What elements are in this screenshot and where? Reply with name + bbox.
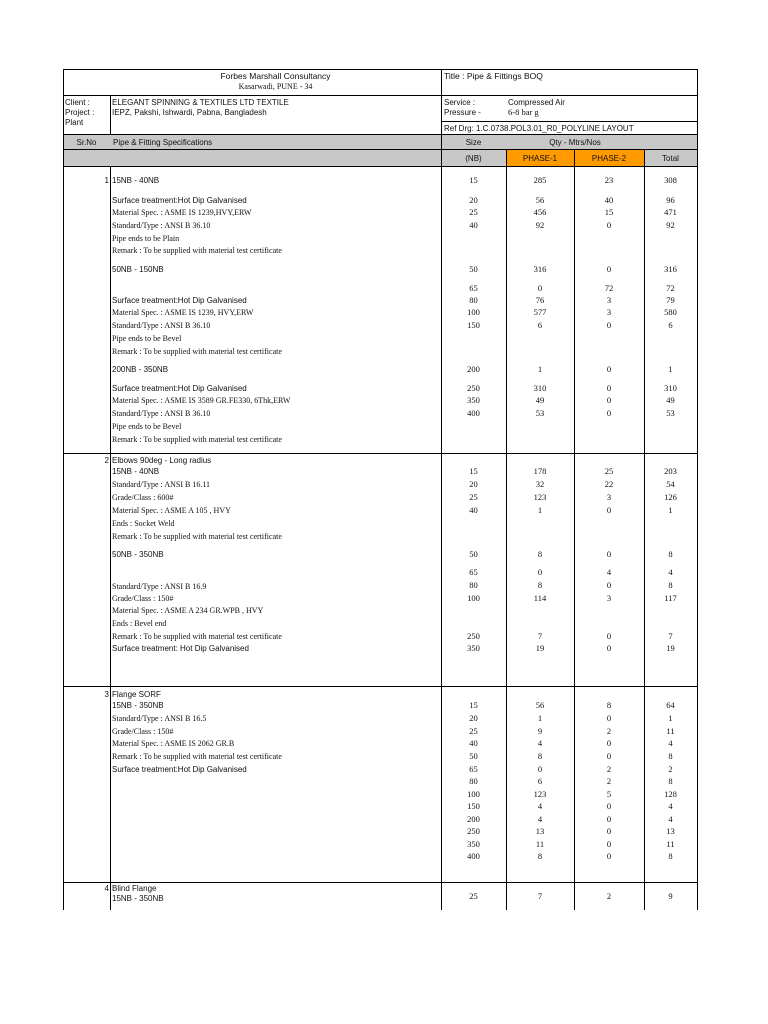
spec-line: Remark : To be supplied with material test certificate xyxy=(112,532,282,541)
size-cell: 20 xyxy=(469,479,478,489)
phase2-cell: 0 xyxy=(606,580,612,590)
size-cell: 15 xyxy=(469,700,478,710)
phase1-cell: 8 xyxy=(537,580,543,590)
col-line xyxy=(110,95,111,910)
total-cell: 19 xyxy=(666,643,675,653)
phase1-cell: 178 xyxy=(533,466,547,476)
total-cell: 72 xyxy=(666,283,675,293)
spec-line: Material Spec. : ASME IS 1239,HVY,ERW xyxy=(112,208,252,217)
phase1-cell: 0 xyxy=(537,764,543,774)
phase2-cell: 0 xyxy=(606,814,612,824)
phase2-cell: 0 xyxy=(606,364,612,374)
total-cell: 7 xyxy=(668,631,673,641)
size-cell: 80 xyxy=(469,580,478,590)
size-cell: 150 xyxy=(467,320,480,330)
phase1-cell: 1 xyxy=(537,713,543,723)
total-cell: 8 xyxy=(668,549,673,559)
table-border-top xyxy=(63,69,697,70)
phase1-cell: 1 xyxy=(537,364,543,374)
col-header-qty: Qty - Mtrs/Nos xyxy=(549,138,601,147)
phase2-cell: 22 xyxy=(604,479,614,489)
spec-line: 15NB - 40NB xyxy=(112,467,160,476)
col-line xyxy=(63,69,64,910)
size-cell: 40 xyxy=(469,738,478,748)
spec-line: Surface treatment: Hot Dip Galvanised xyxy=(112,644,249,653)
section-title: 200NB - 350NB xyxy=(112,365,169,374)
size-cell: 25 xyxy=(469,726,478,736)
phase2-cell: 2 xyxy=(606,776,612,786)
total-cell: 4 xyxy=(668,801,673,811)
phase1-cell: 316 xyxy=(533,264,547,274)
spec-line: Grade/Class : 150# xyxy=(112,727,174,736)
section-divider xyxy=(63,453,697,454)
project-label: Project : xyxy=(65,108,95,117)
phase1-cell: 8 xyxy=(537,851,543,861)
col-header-spec: Pipe & Fitting Specifications xyxy=(113,138,213,147)
pressure-label: Pressure - xyxy=(444,108,481,117)
phase1-cell: 123 xyxy=(533,492,547,502)
size-cell: 80 xyxy=(469,776,478,786)
size-cell: 400 xyxy=(467,408,480,418)
phase2-cell: 0 xyxy=(606,505,612,515)
total-cell: 92 xyxy=(666,220,675,230)
size-cell: 250 xyxy=(467,631,480,641)
phase1-cell: 4 xyxy=(537,814,543,824)
phase1-cell: 8 xyxy=(537,751,543,761)
spec-line: Material Spec. : ASME A 234 GR.WPB , HVY xyxy=(112,606,264,615)
size-cell: 200 xyxy=(467,364,480,374)
plant-label: Plant xyxy=(65,118,84,127)
total-cell: 310 xyxy=(664,383,677,393)
phase2-cell: 0 xyxy=(606,713,612,723)
total-cell: 471 xyxy=(664,207,677,217)
section-number: 3 xyxy=(104,690,109,699)
col-header-srno: Sr.No xyxy=(76,138,97,147)
total-cell: 13 xyxy=(666,826,675,836)
phase1-cell: 49 xyxy=(535,395,545,405)
section-number: 2 xyxy=(104,456,109,465)
pressure-value: 6-8 bar g xyxy=(508,107,539,117)
phase2-cell: 15 xyxy=(604,207,614,217)
phase2-cell: 40 xyxy=(604,195,614,205)
total-cell: 64 xyxy=(666,700,675,710)
total-cell: 49 xyxy=(666,395,675,405)
size-cell: 25 xyxy=(469,891,478,901)
total-cell: 128 xyxy=(664,789,677,799)
phase1-cell: 53 xyxy=(535,408,545,418)
total-cell: 8 xyxy=(668,751,673,761)
phase1-cell: 4 xyxy=(537,801,543,811)
spec-line: Remark : To be supplied with material test certificate xyxy=(112,632,282,641)
col-header-phase1: PHASE-1 xyxy=(522,154,558,163)
size-cell: 250 xyxy=(467,383,480,393)
spec-line: Surface treatment:Hot Dip Galvanised xyxy=(112,196,247,205)
spec-line: Standard/Type : ANSI B 16.9 xyxy=(112,582,207,591)
phase2-cell: 0 xyxy=(606,851,612,861)
size-cell: 350 xyxy=(467,643,480,653)
phase2-cell: 4 xyxy=(606,567,612,577)
phase2-cell: 2 xyxy=(606,764,612,774)
company-address: Kasarwadi, PUNE - 34 xyxy=(238,82,313,91)
section-number: 4 xyxy=(104,884,109,893)
phase1-cell: 7 xyxy=(537,891,543,901)
phase2-cell: 0 xyxy=(606,264,612,274)
total-cell: 203 xyxy=(664,466,677,476)
phase2-cell: 0 xyxy=(606,839,612,849)
header-band xyxy=(64,150,441,166)
total-cell: 1 xyxy=(668,364,673,374)
total-cell: 8 xyxy=(668,851,673,861)
section-divider xyxy=(63,686,697,687)
size-cell: 80 xyxy=(469,295,478,305)
total-cell: 9 xyxy=(668,891,673,901)
size-cell: 65 xyxy=(469,567,478,577)
phase1-cell: 92 xyxy=(535,220,545,230)
size-cell: 25 xyxy=(469,207,478,217)
phase1-cell: 456 xyxy=(533,207,547,217)
section-title: Elbows 90deg - Long radius xyxy=(112,456,212,465)
spec-line: Ends : Bevel end xyxy=(112,619,167,628)
spec-line: Remark : To be supplied with material test certificate xyxy=(112,435,282,444)
size-cell: 65 xyxy=(469,283,478,293)
spec-line: 15NB - 350NB xyxy=(112,894,164,903)
total-cell: 580 xyxy=(664,307,677,317)
spec-line: Remark : To be supplied with material test certificate xyxy=(112,347,282,356)
phase2-cell: 0 xyxy=(606,738,612,748)
phase2-cell: 0 xyxy=(606,643,612,653)
col-line xyxy=(697,69,698,910)
spec-line: Material Spec. : ASME IS 2062 GR.B xyxy=(112,739,235,748)
row-divider xyxy=(63,95,697,96)
project-value: IEPZ, Pakshi, Ishwardi, Pabna, Bangladesh xyxy=(112,108,267,117)
phase1-cell: 6 xyxy=(537,320,543,330)
total-cell: 4 xyxy=(668,814,673,824)
total-cell: 96 xyxy=(666,195,675,205)
size-cell: 25 xyxy=(469,492,478,502)
total-cell: 316 xyxy=(664,264,677,274)
total-cell: 79 xyxy=(666,295,675,305)
section-title: 15NB - 40NB xyxy=(112,176,160,185)
size-cell: 50 xyxy=(469,264,478,274)
spec-line: Material Spec. : ASME IS 1239, HVY,ERW xyxy=(112,308,254,317)
phase2-cell: 23 xyxy=(604,175,614,185)
size-cell: 250 xyxy=(467,826,480,836)
phase2-cell: 2 xyxy=(606,891,612,901)
spec-line: Remark : To be supplied with material test certificate xyxy=(112,752,282,761)
col-header-total: Total xyxy=(662,154,679,163)
document-title: Title : Pipe & Fittings BOQ xyxy=(444,71,543,81)
size-cell: 15 xyxy=(469,466,478,476)
section-title: Blind Flange xyxy=(112,884,157,893)
phase2-cell: 3 xyxy=(606,593,612,603)
section-title: 50NB - 350NB xyxy=(112,550,164,559)
client-label: Client : xyxy=(65,98,90,107)
phase1-cell: 123 xyxy=(533,789,547,799)
size-cell: 150 xyxy=(467,801,480,811)
col-header-phase2: PHASE-2 xyxy=(591,154,627,163)
size-cell: 200 xyxy=(467,814,480,824)
total-cell: 53 xyxy=(666,408,675,418)
spec-line: Pipe ends to be Plain xyxy=(112,234,180,243)
section-number: 1 xyxy=(104,176,109,185)
phase2-cell: 0 xyxy=(606,751,612,761)
total-cell: 8 xyxy=(668,580,673,590)
spec-line: Surface treatment:Hot Dip Galvanised xyxy=(112,765,247,774)
total-cell: 54 xyxy=(666,479,675,489)
size-cell: 50 xyxy=(469,549,478,559)
spec-line: Grade/Class : 150# xyxy=(112,594,174,603)
section-divider xyxy=(63,882,697,883)
phase1-cell: 9 xyxy=(537,726,543,736)
phase2-cell: 0 xyxy=(606,826,612,836)
phase1-cell: 11 xyxy=(535,839,545,849)
size-cell: 100 xyxy=(467,789,480,799)
size-cell: 400 xyxy=(467,851,480,861)
phase2-cell: 0 xyxy=(606,801,612,811)
phase2-cell: 3 xyxy=(606,307,612,317)
phase1-cell: 56 xyxy=(535,195,545,205)
spec-line: Surface treatment:Hot Dip Galvanised xyxy=(112,296,247,305)
phase2-cell: 0 xyxy=(606,320,612,330)
spec-line: Surface treatment:Hot Dip Galvanised xyxy=(112,384,247,393)
size-cell: 15 xyxy=(469,175,478,185)
section-title: Flange SORF xyxy=(112,690,161,699)
phase1-cell: 4 xyxy=(537,738,543,748)
spec-line: Standard/Type : ANSI B 36.10 xyxy=(112,409,211,418)
phase1-cell: 8 xyxy=(537,549,543,559)
service-value: Compressed Air xyxy=(508,98,565,107)
phase2-cell: 5 xyxy=(606,789,612,799)
spec-line: Remark : To be supplied with material test certificate xyxy=(112,246,282,255)
total-cell: 117 xyxy=(664,593,677,603)
size-cell: 100 xyxy=(467,307,480,317)
total-cell: 6 xyxy=(668,320,673,330)
size-cell: 65 xyxy=(469,764,478,774)
phase1-cell: 285 xyxy=(533,175,547,185)
col-header-nb: (NB) xyxy=(465,154,482,163)
spec-line: Material Spec. : ASME IS 3589 GR.FE330, 6Thk,ERW xyxy=(112,396,291,405)
total-cell: 8 xyxy=(668,776,673,786)
size-cell: 20 xyxy=(469,713,478,723)
total-cell: 11 xyxy=(666,726,675,736)
spec-line: Ends : Socket Weld xyxy=(112,519,175,528)
phase1-cell: 1 xyxy=(537,505,543,515)
size-cell: 100 xyxy=(467,593,480,603)
phase2-cell: 0 xyxy=(606,549,612,559)
size-cell: 50 xyxy=(469,751,478,761)
row-divider xyxy=(441,121,697,122)
size-cell: 350 xyxy=(467,839,480,849)
total-cell: 126 xyxy=(664,492,677,502)
phase2-cell: 72 xyxy=(604,283,614,293)
spec-line: Pipe ends to be Bevel xyxy=(112,334,182,343)
phase2-cell: 0 xyxy=(606,408,612,418)
phase2-cell: 0 xyxy=(606,631,612,641)
phase1-cell: 0 xyxy=(537,283,543,293)
size-cell: 40 xyxy=(469,220,478,230)
size-cell: 40 xyxy=(469,505,478,515)
spec-line: Material Spec. : ASME A 105 , HVY xyxy=(112,506,231,515)
total-cell: 4 xyxy=(668,567,673,577)
size-cell: 20 xyxy=(469,195,478,205)
phase2-cell: 25 xyxy=(604,466,614,476)
spec-line: Standard/Type : ANSI B 16.5 xyxy=(112,714,207,723)
reference-drawing: Ref Drg: 1.C.0738.POL3.01_R0_POLYLINE LAYOUT xyxy=(444,124,634,133)
total-cell: 11 xyxy=(666,839,675,849)
phase2-cell: 2 xyxy=(606,726,612,736)
spec-line: Pipe ends to be Bevel xyxy=(112,422,182,431)
client-value: ELEGANT SPINNING & TEXTILES LTD TEXTILE xyxy=(112,98,289,107)
phase1-cell: 114 xyxy=(533,593,547,603)
total-cell: 4 xyxy=(668,738,673,748)
phase1-cell: 577 xyxy=(533,307,547,317)
company-name: Forbes Marshall Consultancy xyxy=(220,71,331,81)
total-cell: 308 xyxy=(664,175,677,185)
phase1-cell: 32 xyxy=(535,479,545,489)
phase2-cell: 3 xyxy=(606,295,612,305)
phase2-cell: 0 xyxy=(606,395,612,405)
spec-line: Standard/Type : ANSI B 36.10 xyxy=(112,221,211,230)
phase1-cell: 76 xyxy=(535,295,545,305)
phase1-cell: 0 xyxy=(537,567,543,577)
phase1-cell: 13 xyxy=(535,826,545,836)
phase2-cell: 0 xyxy=(606,220,612,230)
spec-line: 15NB - 350NB xyxy=(112,701,164,710)
phase1-cell: 6 xyxy=(537,776,543,786)
size-cell: 350 xyxy=(467,395,480,405)
spec-line: Standard/Type : ANSI B 16.11 xyxy=(112,480,211,489)
spec-line: Grade/Class : 600# xyxy=(112,493,174,502)
phase1-cell: 7 xyxy=(537,631,543,641)
total-cell: 1 xyxy=(668,505,673,515)
col-header-size: Size xyxy=(465,138,482,147)
section-title: 50NB - 150NB xyxy=(112,265,164,274)
row-divider xyxy=(63,166,697,167)
phase1-cell: 56 xyxy=(535,700,545,710)
phase1-cell: 310 xyxy=(533,383,547,393)
phase1-cell: 19 xyxy=(535,643,545,653)
spec-line: Standard/Type : ANSI B 36.10 xyxy=(112,321,211,330)
phase2-cell: 0 xyxy=(606,383,612,393)
total-cell: 1 xyxy=(668,713,673,723)
phase2-cell: 3 xyxy=(606,492,612,502)
phase2-cell: 8 xyxy=(606,700,612,710)
total-cell: 2 xyxy=(668,764,673,774)
service-label: Service : xyxy=(444,98,476,107)
